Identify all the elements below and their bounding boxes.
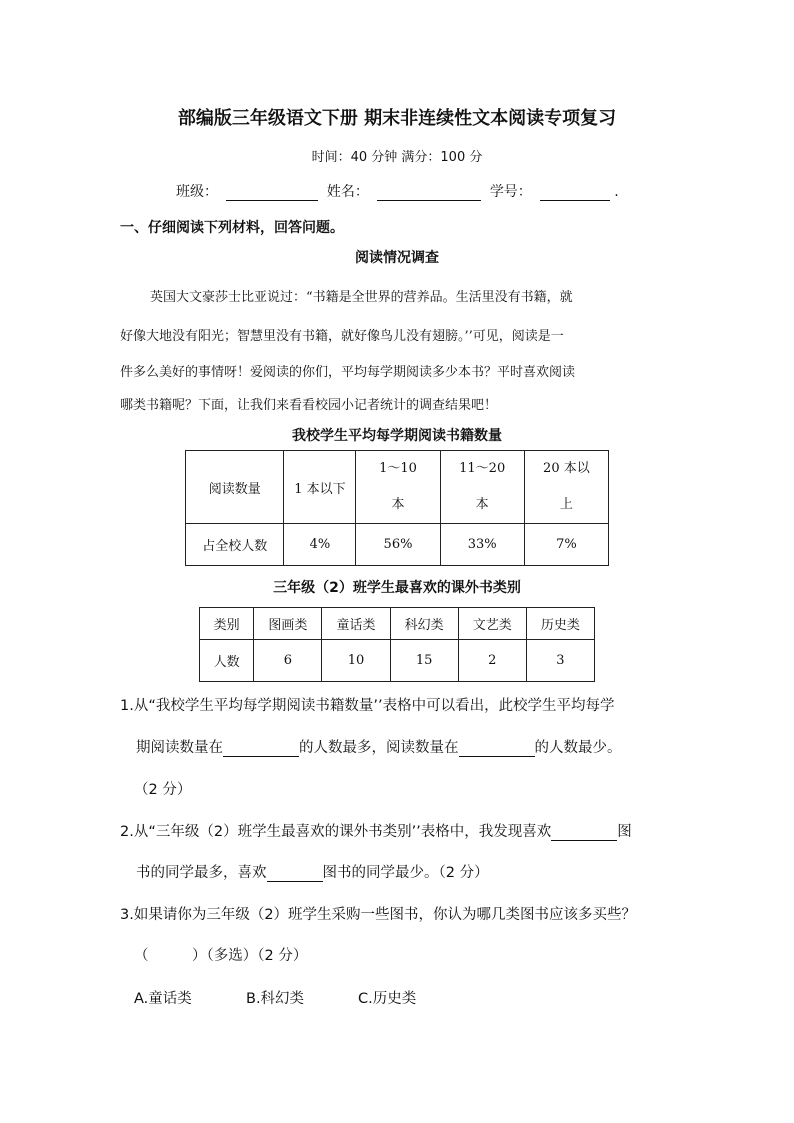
cell-line: 本 xyxy=(475,497,489,512)
question-2-line xyxy=(136,861,489,882)
question-1-score: （2 分） xyxy=(134,782,192,798)
question-1-line: 1.从“我校学生平均每学期阅读书籍数量’’表格中可以看出，此校学生平均每学 xyxy=(120,698,615,714)
table-cell: 占全校人数 xyxy=(186,524,284,566)
exam-meta: 时间：40 分钟 满分：100 分 xyxy=(311,150,483,165)
name-blank[interactable] xyxy=(377,184,481,201)
id-blank[interactable] xyxy=(540,184,610,201)
info-end: . xyxy=(614,184,619,200)
answer-blank[interactable] xyxy=(223,740,299,757)
question-1-line xyxy=(136,736,622,757)
reading-quantity-table xyxy=(185,450,609,566)
table2-caption: 三年级（2）班学生最喜欢的课外书类别 xyxy=(273,580,521,596)
option-a[interactable]: A.童话类 xyxy=(134,991,192,1007)
table-row xyxy=(186,524,609,566)
question-text: 图书的同学最少。（2 分） xyxy=(322,865,489,881)
table-cell: 1 本以下 xyxy=(284,451,356,524)
table-cell: 56% xyxy=(356,524,440,566)
cell-line: 1～10 xyxy=(379,461,417,476)
table-cell: 6 xyxy=(254,640,322,682)
table-cell: 图画类 xyxy=(254,608,322,640)
section-heading: 一、仔细阅读下列材料，回答问题。 xyxy=(120,220,344,236)
question-text: 2.从“三年级（2）班学生最喜欢的课外书类别’’表格中，我发现喜欢 xyxy=(120,824,552,840)
table-cell: 阅读数量 xyxy=(186,451,284,524)
question-2-line xyxy=(120,820,632,841)
table-cell: 10 xyxy=(322,640,390,682)
class-blank[interactable] xyxy=(226,184,318,201)
name-label: 姓名： xyxy=(326,184,369,200)
question-3-answer[interactable]: （ ）（多选）（2 分） xyxy=(134,948,308,964)
option-c[interactable]: C.历史类 xyxy=(358,991,417,1007)
id-label: 学号： xyxy=(489,184,532,200)
table-cell: 3 xyxy=(526,640,594,682)
cell-line: 20 本以 xyxy=(543,461,590,476)
table-cell: 33% xyxy=(440,524,524,566)
question-text: 书的同学最多，喜欢 xyxy=(136,865,267,881)
answer-blank[interactable] xyxy=(267,865,323,882)
table-cell xyxy=(356,451,440,524)
table-cell: 历史类 xyxy=(526,608,594,640)
table-row xyxy=(200,608,595,640)
passage-line: 好像大地没有阳光；智慧里没有书籍，就好像鸟儿没有翅膀。’’可见，阅读是一 xyxy=(120,329,564,344)
question-3-line: 3.如果请你为三年级（2）班学生采购一些图书，你认为哪几类图书应该多买些？ xyxy=(120,907,637,923)
answer-blank[interactable] xyxy=(459,740,535,757)
table1-caption: 我校学生平均每学期阅读书籍数量 xyxy=(292,428,502,444)
answer-blank[interactable] xyxy=(551,824,617,841)
table-row xyxy=(186,451,609,524)
question-text: 的人数最多，阅读数量在 xyxy=(299,740,459,756)
cell-line: 本 xyxy=(391,497,405,512)
question-text: 的人数最少。 xyxy=(534,740,622,756)
question-text: 期阅读数量在 xyxy=(136,740,223,756)
question-text: 图 xyxy=(617,824,632,840)
passage-line: 哪类书籍呢？下面，让我们来看看校园小记者统计的调查结果吧！ xyxy=(120,398,498,413)
table-cell: 7% xyxy=(524,524,608,566)
option-b[interactable]: B.科幻类 xyxy=(246,991,305,1007)
table-cell: 童话类 xyxy=(322,608,390,640)
class-label: 班级： xyxy=(176,184,218,200)
table-cell: 科幻类 xyxy=(390,608,458,640)
table-cell: 15 xyxy=(390,640,458,682)
passage-heading: 阅读情况调查 xyxy=(355,250,439,266)
table-row xyxy=(200,640,595,682)
passage-line: 英国大文豪莎士比亚说过：“书籍是全世界的营养品。生活里没有书籍，就 xyxy=(150,290,573,305)
student-info xyxy=(176,181,619,201)
page-title: 部编版三年级语文下册 期末非连续性文本阅读专项复习 xyxy=(177,108,617,129)
table-cell: 文艺类 xyxy=(458,608,526,640)
table-cell xyxy=(524,451,608,524)
cell-line: 上 xyxy=(559,497,573,512)
book-category-table xyxy=(199,607,595,682)
table-cell xyxy=(440,451,524,524)
cell-line: 11～20 xyxy=(459,461,506,476)
passage-line: 件多么美好的事情呀！爱阅读的你们，平均每学期阅读多少本书？平时喜欢阅读 xyxy=(120,365,576,380)
table-cell: 类别 xyxy=(200,608,254,640)
table-cell: 2 xyxy=(458,640,526,682)
table-cell: 4% xyxy=(284,524,356,566)
table-cell: 人数 xyxy=(200,640,254,682)
